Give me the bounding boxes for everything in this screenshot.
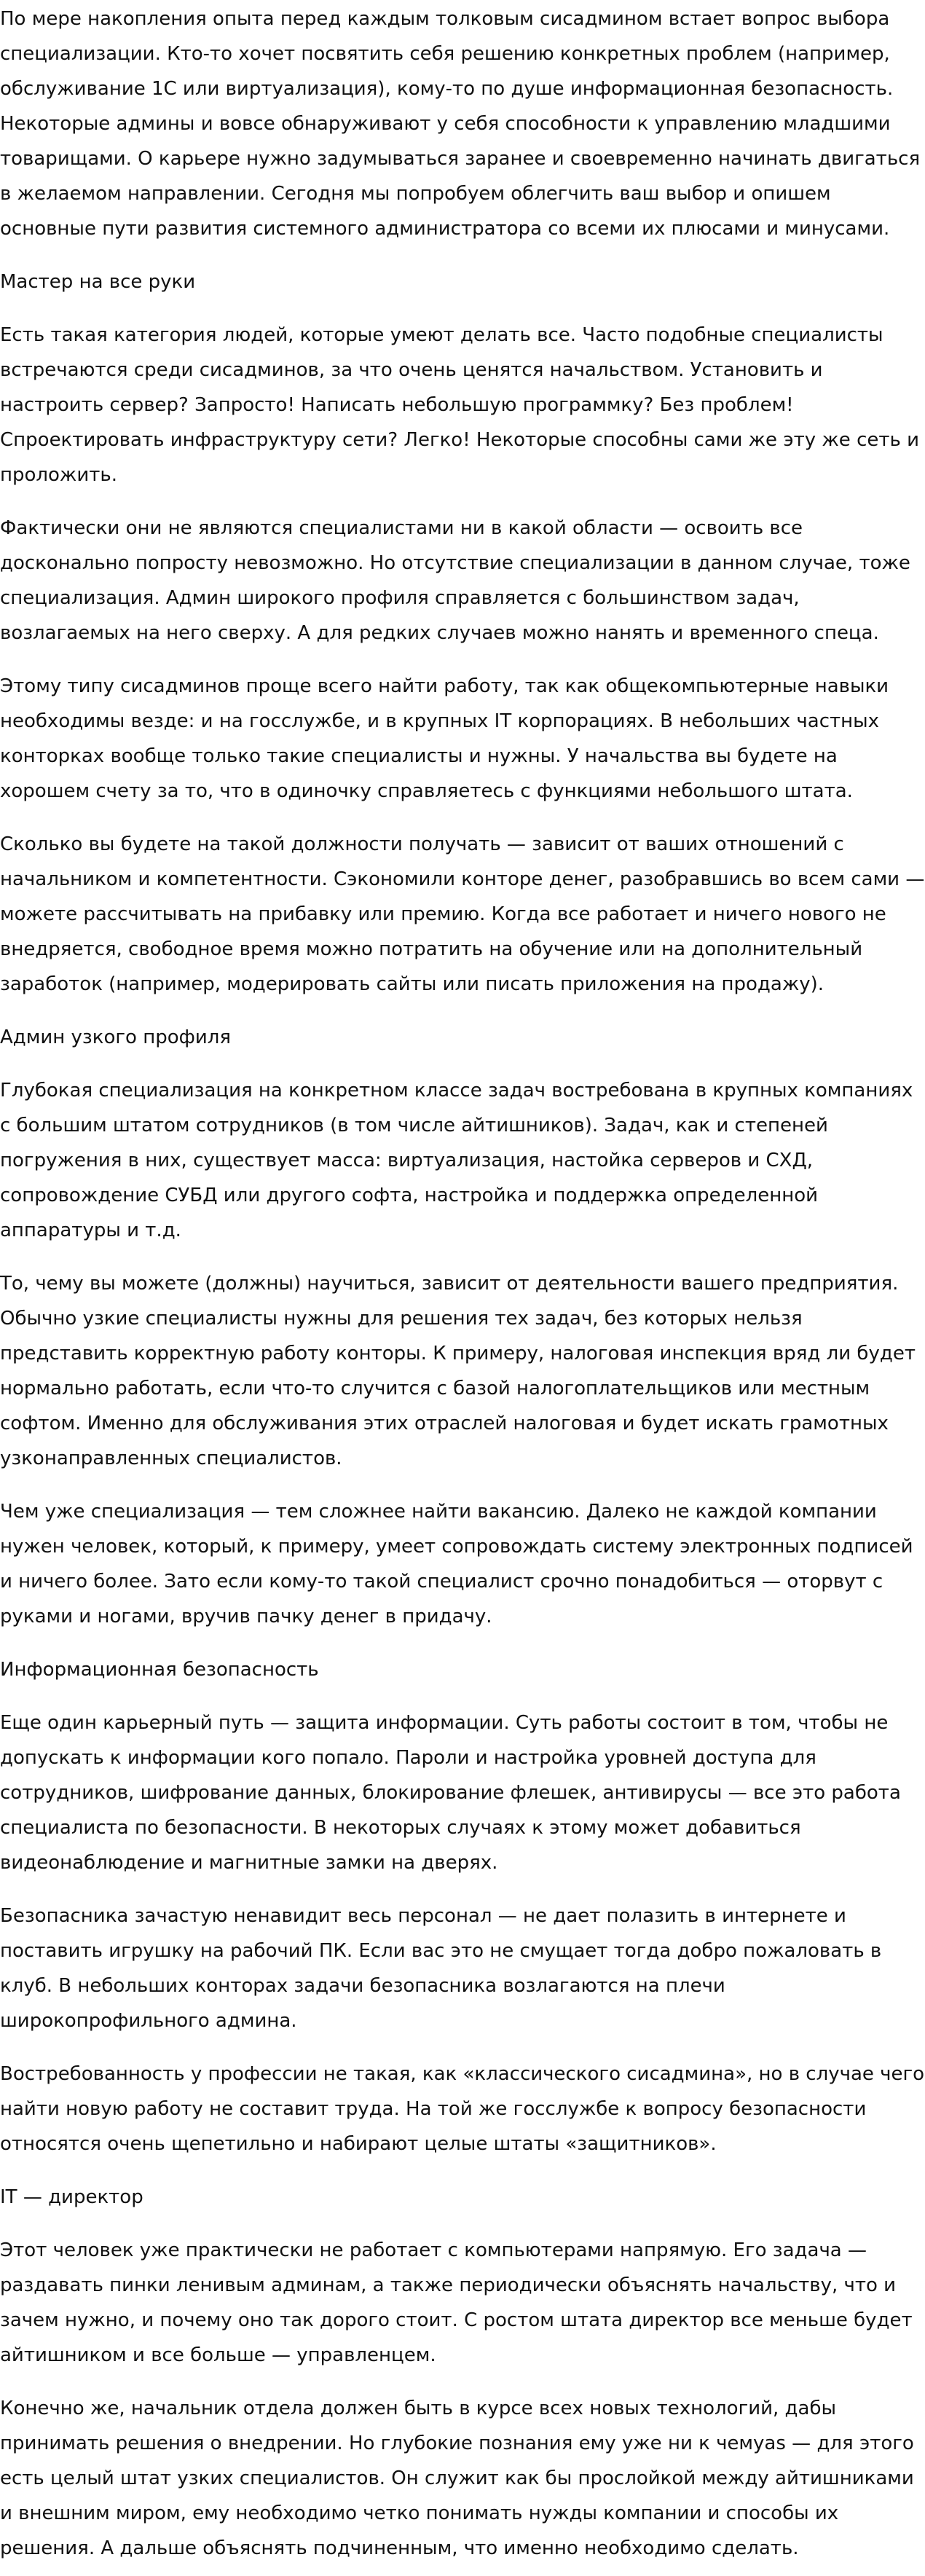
paragraph-intro: По мере накопления опыта перед каждым толковым сисадмином встает вопрос выбора специализации. Кто-то хочет посвятить себя решению конкретных проблем (например, обслуживание 1С или виртуализация), кому-то по душе информационная безопасность. Некоторые админы и вовсе обнаруживают у себя способности к управлению младшими товарищами. О карьере нужно задумываться заранее и своевременно начинать двигаться в желаемом направлении. Сегодня мы попробуем облегчить ваш выбор и опишем основные пути развития системного администратора со всеми их плюсами и минусами.	[0, 8, 921, 240]
section-heading-it-director: IT — директор	[0, 2186, 143, 2208]
paragraph: Сколько вы будете на такой должности получать — зависит от ваших отношений с начальником и компетентности. Сэкономили конторе денег, разобравшись во всем сами — можете рассчитывать на прибавку или премию. Когда все работает и ничего нового не внедряется, свободное время можно потратить на обучение или на дополнительный заработок (например, модерировать сайты или писать приложения на продажу).	[0, 833, 925, 995]
paragraph: Конечно же, начальник отдела должен быть в курсе всех новых технологий, дабы принимать решения о внедрении. Но глубокие познания ему уже ни к чемуas — для этого есть целый штат узких специалистов. Он служит как бы прослойкой между айтишниками и внешним миром, ему необходимо четко понимать нужды компании и способы их решения. А дальше объяснять подчиненным, что именно необходимо сделать.	[0, 2398, 914, 2559]
paragraph: Этому типу сисадминов проще всего найти работу, так как общекомпьютерные навыки необходимы везде: и на госслужбе, и в крупных IT корпорациях. В небольших частных конторках вообще только такие специалисты и нужны. У начальства вы будете на хорошем счету за то, что в одиночку справляетесь с функциями небольшого штата.	[0, 675, 889, 802]
paragraph: Востребованность у профессии не такая, как «классического сисадмина», но в случае чего найти новую работу не составит труда. На той же госслужбе к вопросу безопасности относятся очень щепетильно и набирают целые штаты «защитников».	[0, 2063, 925, 2155]
paragraph: Фактически они не являются специалистами ни в какой области — освоить все досконально попросту невозможно. Но отсутствие специализации в данном случае, тоже специализация. Админ широкого профиля справляется с большинством задач, возлагаемых на него сверху. А для редких случаев можно нанять и временного спеца.	[0, 517, 910, 644]
paragraph: Этот человек уже практически не работает с компьютерами напрямую. Его задача — раздавать пинки ленивым админам, а также периодически объяснять начальству, что и зачем нужно, и почему оно так дорого стоит. С ростом штата директор все меньше будет айтишником и все больше — управленцем.	[0, 2239, 913, 2366]
paragraph: То, чему вы можете (должны) научиться, зависит от деятельности вашего предприятия. Обычно узкие специалисты нужны для решения тех задач, без которых нельзя представить корректную работу конторы. К примеру, налоговая инспекция вряд ли будет нормально работать, если что-то случится с базой налогоплательщиков или местным софтом. Именно для обслуживания этих отраслей налоговая и будет искать грамотных узконаправленных специалистов.	[0, 1273, 916, 1469]
section-heading-generalist: Мастер на все руки	[0, 271, 196, 293]
paragraph: Еще один карьерный путь — защита информации. Суть работы состоит в том, чтобы не допускать к информации кого попало. Пароли и настройка уровней доступа для сотрудников, шифрование данных, блокирование флешек, антивирусы — все это работа специалиста по безопасности. В некоторых случаях к этому может добавиться видеонаблюдение и магнитные замки на дверях.	[0, 1712, 901, 1874]
paragraph: Есть такая категория людей, которые умеют делать все. Часто подобные специалисты встречаются среди сисадминов, за что очень ценятся начальством. Установить и настроить сервер? Запросто! Написать небольшую программку? Без проблем! Спроектировать инфраструктуру сети? Легко! Некоторые способны сами же эту же сеть и проложить.	[0, 324, 919, 486]
paragraph: Безопасника зачастую ненавидит весь персонал — не дает полазить в интернете и поставить игрушку на рабочий ПК. Если вас это не смущает тогда добро пожаловать в клуб. В небольших конторах задачи безопасника возлагаются на плечи широкопрофильного админа.	[0, 1905, 882, 2032]
section-heading-specialist: Админ узкого профиля	[0, 1026, 231, 1048]
paragraph: Глубокая специализация на конкретном классе задач востребована в крупных компаниях с большим штатом сотрудников (в том числе айтишников). Задач, как и степеней погружения в них, существует масса: виртуализация, настойка серверов и СХД, сопровождение СУБД или другого софта, настройка и поддержка определенной аппаратуры и т.д.	[0, 1080, 913, 1241]
paragraph: Чем уже специализация — тем сложнее найти вакансию. Далеко не каждой компании нужен человек, который, к примеру, умеет сопровождать систему электронных подписей и ничего более. Зато если кому-то такой специалист срочно понадобиться — оторвут с руками и ногами, вручив пачку денег в придачу.	[0, 1501, 913, 1627]
section-heading-security: Информационная безопасность	[0, 1659, 319, 1681]
